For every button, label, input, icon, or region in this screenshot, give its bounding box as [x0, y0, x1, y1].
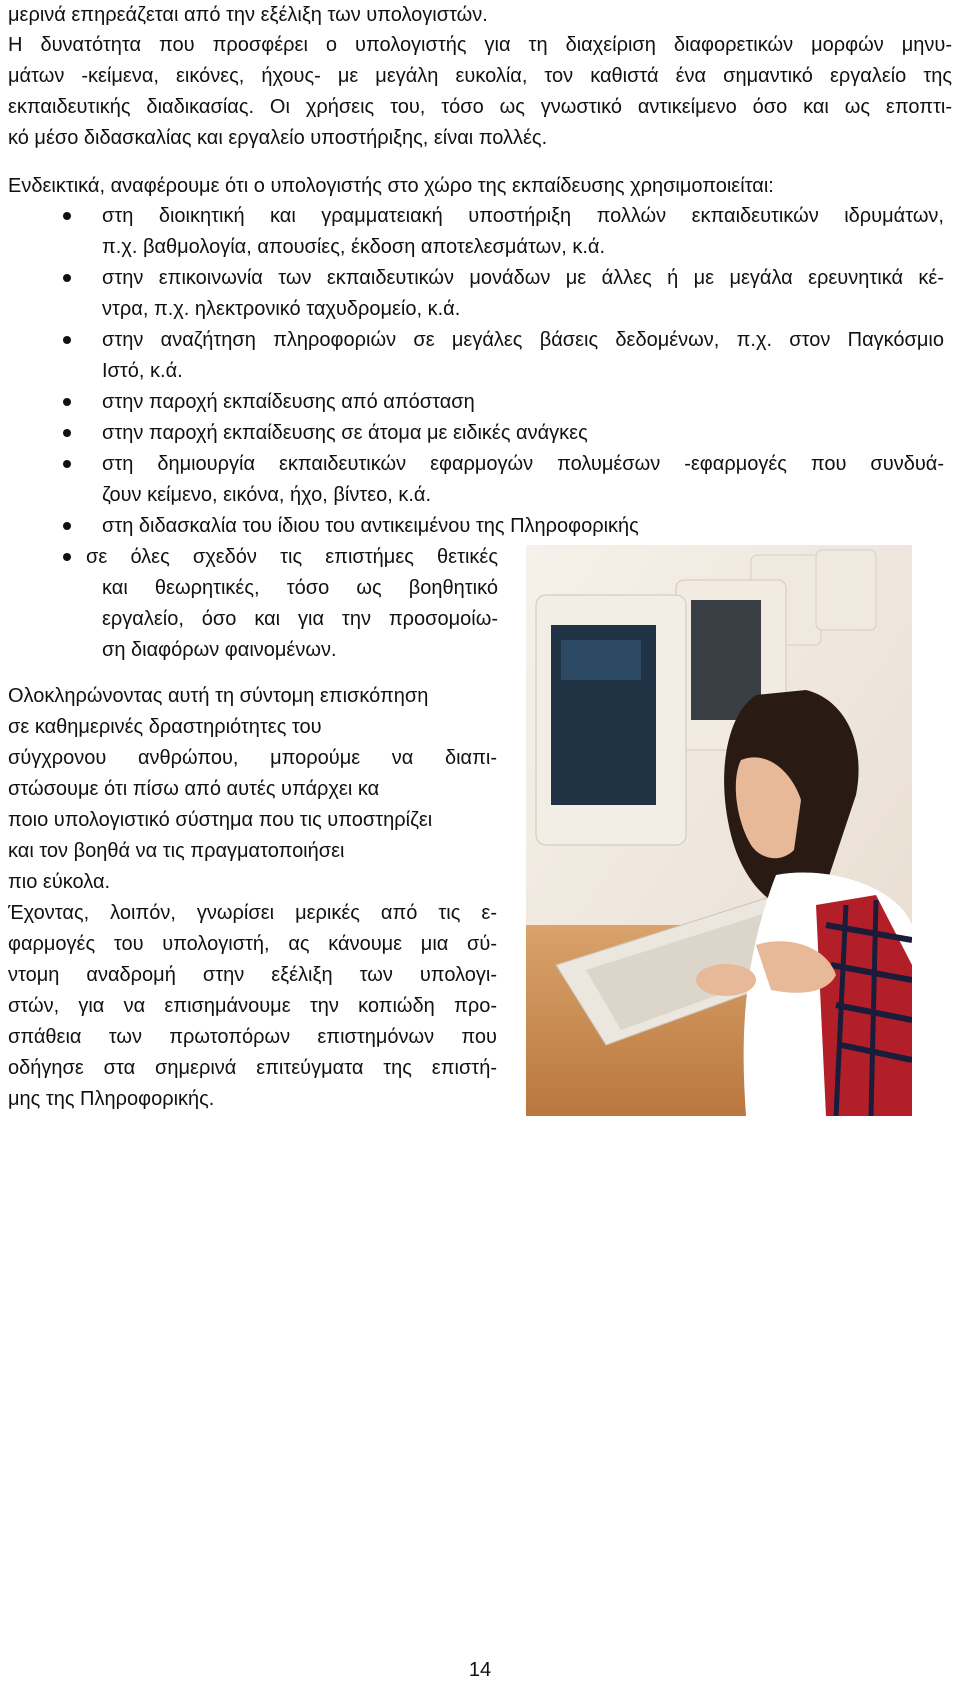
text-line: φαρμογές του υπολογιστή, ας κάνουμε μια σύ- — [8, 933, 497, 955]
text-line: μης της Πληροφορικής. — [8, 1088, 215, 1110]
bullet-icon — [63, 336, 71, 344]
list-item-continuation: και θεωρητικές, τόσο ως βοηθητικό — [102, 577, 498, 599]
text-line: σε καθημερινές δραστηριότητες του — [8, 716, 322, 738]
text-line: Ολοκληρώνοντας αυτή τη σύντομη επισκόπηση — [8, 685, 429, 707]
text-line: Η δυνατότητα που προσφέρει ο υπολογιστής για τη διαχείριση διαφορετικών μορφών μηνυ- — [8, 34, 952, 56]
bullet-icon — [63, 460, 71, 468]
bullet-icon — [63, 553, 71, 561]
text-line: στώσουμε ότι πίσω από αυτές υπάρχει κα — [8, 778, 380, 800]
text-line: και τον βοηθά να τις πραγματοποιήσει — [8, 840, 345, 862]
list-item: στη δημιουργία εκπαιδευτικών εφαρμογών πολυμέσων -εφαρμογές που συνδυά- — [102, 453, 944, 475]
bullet-icon — [63, 212, 71, 220]
page-number: 14 — [468, 1659, 492, 1681]
text-line: μερινά επηρεάζεται από την εξέλιξη των υπολογιστών. — [8, 4, 488, 26]
list-item: σε όλες σχεδόν τις επιστήμες θετικές — [86, 546, 498, 568]
bullet-icon — [63, 274, 71, 282]
text-line: εκπαιδευτικής διαδικασίας. Οι χρήσεις του, τόσο ως γνωστικό αντικείμενο όσο και ως εποπτι- — [8, 96, 952, 118]
text-line: μάτων -κείμενα, εικόνες, ήχους- με μεγάλη ευκολία, τον καθιστά ένα σημαντικό εργαλείο της — [8, 65, 952, 87]
list-item: στην επικοινωνία των εκπαιδευτικών μονάδων με άλλες ή με μεγάλα ερευνητικά κέ- — [102, 267, 944, 289]
text-line: ποιο υπολογιστικό σύστημα που τις υποστηρίζει — [8, 809, 433, 831]
list-item-continuation: ντρα, π.χ. ηλεκτρονικό ταχυδρομείο, κ.ά. — [102, 298, 461, 320]
list-item: στην αναζήτηση πληροφοριών σε μεγάλες βάσεις δεδομένων, π.χ. στον Παγκόσμιο — [102, 329, 944, 351]
text-line: στών, για να επισημάνουμε την κοπιώδη προ- — [8, 995, 497, 1017]
bullet-icon — [63, 522, 71, 530]
text-line: σπάθεια των πρωτοπόρων επιστημόνων που — [8, 1026, 497, 1048]
text-line: οδήγησε στα σημερινά επιτεύγματα της επιστή- — [8, 1057, 497, 1079]
list-item: στη διδασκαλία του ίδιου του αντικειμένου της Πληροφορικής — [102, 515, 639, 537]
list-item: στην παροχή εκπαίδευσης από απόσταση — [102, 391, 475, 413]
list-item-continuation: π.χ. βαθμολογία, απουσίες, έκδοση αποτελεσμάτων, κ.ά. — [102, 236, 606, 258]
list-intro: Ενδεικτικά, αναφέρουμε ότι ο υπολογιστής στο χώρο της εκπαίδευσης χρησιμοποιείται: — [8, 175, 774, 197]
text-line: ντομη αναδρομή στην εξέλιξη των υπολογι- — [8, 964, 497, 986]
bullet-icon — [63, 429, 71, 437]
text-line: κό μέσο διδασκαλίας και εργαλείο υποστήριξης, είναι πολλές. — [8, 127, 548, 149]
list-item-continuation: Ιστό, κ.ά. — [102, 360, 183, 382]
text-line: πιο εύκολα. — [8, 871, 111, 893]
list-item: στην παροχή εκπαίδευσης σε άτομα με ειδικές ανάγκες — [102, 422, 588, 444]
list-item-continuation: εργαλείο, όσο και για την προσομοίω- — [102, 608, 498, 630]
list-item: στη διοικητική και γραμματειακή υποστήριξη πολλών εκπαιδευτικών ιδρυμάτων, — [102, 205, 944, 227]
girl-at-computer-photo — [526, 545, 912, 1116]
text-line: Έχοντας, λοιπόν, γνωρίσει μερικές από τις ε- — [8, 902, 497, 924]
list-item-continuation: ζουν κείμενο, εικόνα, ήχο, βίντεο, κ.ά. — [102, 484, 432, 506]
bullet-icon — [63, 398, 71, 406]
list-item-continuation: ση διαφόρων φαινομένων. — [102, 639, 337, 661]
text-line: σύγχρονου ανθρώπου, μπορούμε να διαπι- — [8, 747, 497, 769]
